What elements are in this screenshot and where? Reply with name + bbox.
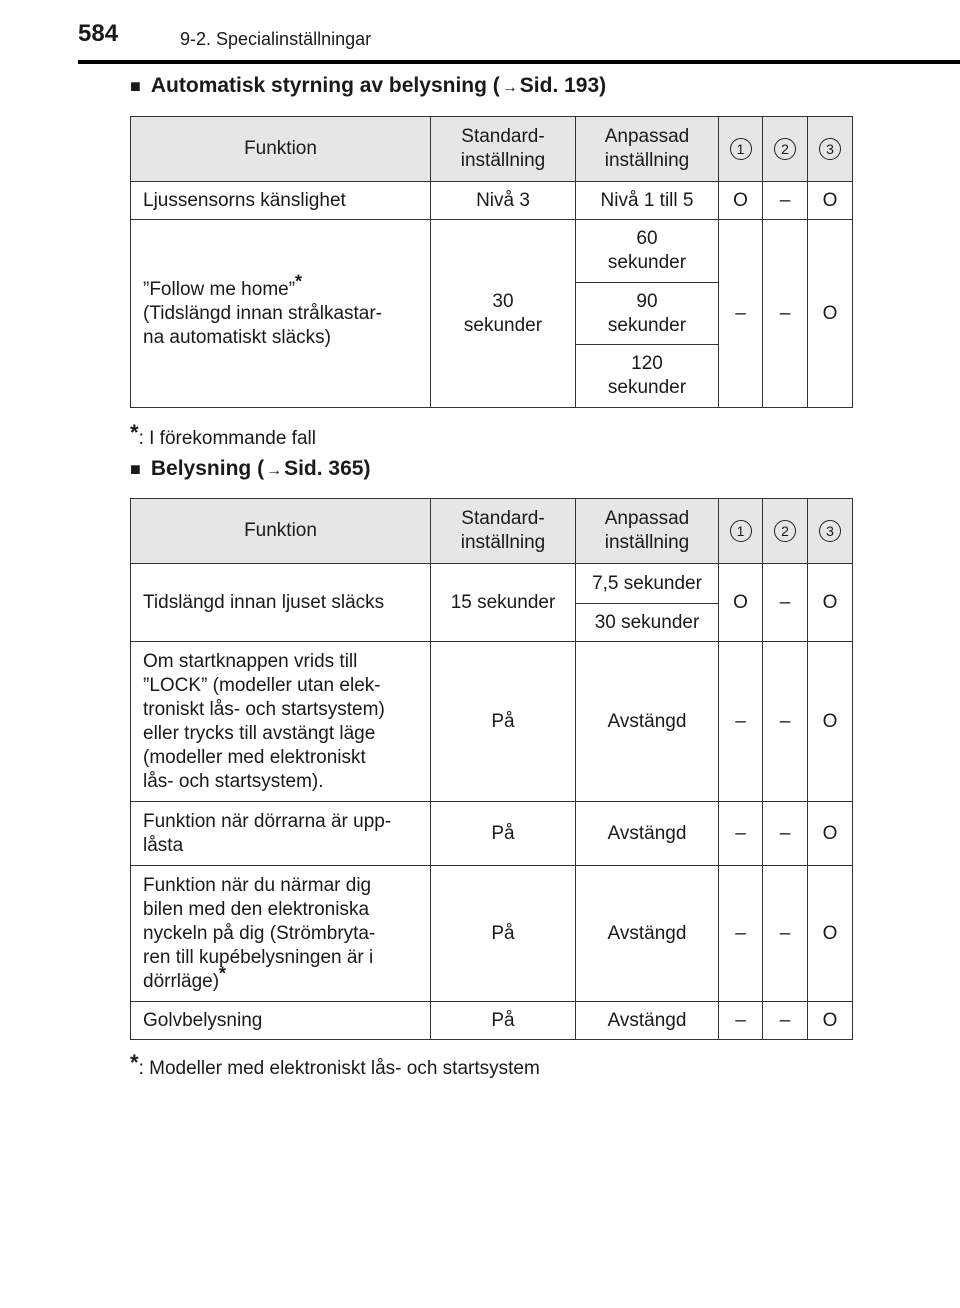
table-row <box>131 802 853 866</box>
method-2-cell: – <box>763 1002 808 1040</box>
arrow-icon: → <box>266 462 283 479</box>
custom-cell: Avstängd <box>576 802 719 866</box>
default-cell: På <box>431 866 576 1002</box>
feature-cell: Tidslängd innan ljuset släcks <box>131 564 431 642</box>
method-1-cell: – <box>719 802 763 866</box>
custom-cell: Avstängd <box>576 642 719 802</box>
method-3-cell: O <box>808 220 853 408</box>
circled-number-3-icon: 3 <box>819 520 841 542</box>
method-2-cell: – <box>763 564 808 642</box>
default-cell: 30 sekunder <box>431 220 576 408</box>
feature-cell: Om startknappen vrids till ”LOCK” (modeller utan elek- troniskt lås- och startsystem) eller trycks till avstängt läge (modeller med elektroniskt lås- och startsystem). <box>131 642 431 802</box>
circled-number-1-icon: 1 <box>730 520 752 542</box>
custom-cell: 60 sekunder <box>576 220 719 283</box>
table-row <box>131 564 853 604</box>
page-number: 584 <box>78 20 119 47</box>
bullet-square-icon: ■ <box>130 76 141 96</box>
method-3-cell: O <box>808 866 853 1002</box>
header-funktion: Funktion <box>131 117 431 182</box>
method-2-cell: – <box>763 866 808 1002</box>
feature-cell: ”Follow me home”* (Tidslängd innan strålkastar- na automatiskt släcks) <box>131 220 431 408</box>
table-row <box>131 1002 853 1040</box>
feature-cell: Golvbelysning <box>131 1002 431 1040</box>
header-standard: Standard- inställning <box>431 117 576 182</box>
circled-number-2-icon: 2 <box>774 520 796 542</box>
method-1-cell: – <box>719 866 763 1002</box>
method-3-cell: O <box>808 802 853 866</box>
table-lighting-control <box>130 116 853 408</box>
table-header-row <box>131 499 853 564</box>
custom-cell: 90 sekunder <box>576 283 719 345</box>
circled-number-1-icon: 1 <box>730 138 752 160</box>
header-funktion: Funktion <box>131 499 431 564</box>
footnote-star: * <box>130 1050 139 1075</box>
method-1-cell: – <box>719 642 763 802</box>
method-2-cell: – <box>763 642 808 802</box>
heading-page-ref: Sid. 193) <box>519 74 607 97</box>
chapter-title: 9-2. Specialinställningar <box>180 29 372 49</box>
method-2-cell: – <box>763 220 808 408</box>
custom-cell: Nivå 1 till 5 <box>576 182 719 220</box>
footnote-2: *: Modeller med elektroniskt lås- och startsystem <box>130 1050 540 1079</box>
feature-cell: Funktion när du närmar dig bilen med den elektroniska nyckeln på dig (Strömbryta- ren till kupébelysningen är i dörrläge)* <box>131 866 431 1002</box>
default-cell: På <box>431 642 576 802</box>
header-circle-2 <box>763 117 808 182</box>
header-circle-3 <box>808 499 853 564</box>
custom-cell: Avstängd <box>576 866 719 1002</box>
header-circle-1 <box>719 499 763 564</box>
feature-cell: Ljussensorns känslighet <box>131 182 431 220</box>
method-3-cell: O <box>808 1002 853 1040</box>
method-1-cell: O <box>719 182 763 220</box>
header-circle-1 <box>719 117 763 182</box>
method-3-cell: O <box>808 564 853 642</box>
method-1-cell: O <box>719 564 763 642</box>
method-3-cell: O <box>808 642 853 802</box>
feature-cell: Funktion när dörrarna är upp- låsta <box>131 802 431 866</box>
method-1-cell: – <box>719 220 763 408</box>
footnote-star: * <box>295 271 303 292</box>
custom-cell: Avstängd <box>576 1002 719 1040</box>
footnote-1: *: I förekommande fall <box>130 420 316 449</box>
section-heading-lighting-control <box>130 74 606 98</box>
heading-text: Belysning ( <box>150 457 265 480</box>
table-row <box>131 182 853 220</box>
custom-cell: 120 sekunder <box>576 345 719 408</box>
header-rule <box>78 60 960 64</box>
header-standard: Standard- inställning <box>431 499 576 564</box>
default-cell: På <box>431 802 576 866</box>
default-cell: 15 sekunder <box>431 564 576 642</box>
footnote-star: * <box>130 420 139 445</box>
table-row <box>131 220 853 283</box>
method-2-cell: – <box>763 802 808 866</box>
custom-cell: 7,5 sekunder <box>576 564 719 604</box>
header-circle-2 <box>763 499 808 564</box>
default-cell: Nivå 3 <box>431 182 576 220</box>
arrow-icon: → <box>501 79 518 96</box>
heading-text: Automatisk styrning av belysning ( <box>150 74 500 97</box>
section-heading-lighting <box>130 457 370 481</box>
table-lighting <box>130 498 853 1040</box>
header-circle-3 <box>808 117 853 182</box>
table-header-row <box>131 117 853 182</box>
table-row <box>131 642 853 802</box>
footnote-star: * <box>219 963 227 984</box>
method-3-cell: O <box>808 182 853 220</box>
header-anpassad: Anpassad inställning <box>576 499 719 564</box>
circled-number-3-icon: 3 <box>819 138 841 160</box>
method-1-cell: – <box>719 1002 763 1040</box>
table-row <box>131 866 853 1002</box>
custom-cell: 30 sekunder <box>576 604 719 642</box>
circled-number-2-icon: 2 <box>774 138 796 160</box>
header-anpassad: Anpassad inställning <box>576 117 719 182</box>
heading-page-ref: Sid. 365) <box>284 457 371 480</box>
method-2-cell: – <box>763 182 808 220</box>
default-cell: På <box>431 1002 576 1040</box>
bullet-square-icon: ■ <box>130 459 141 479</box>
